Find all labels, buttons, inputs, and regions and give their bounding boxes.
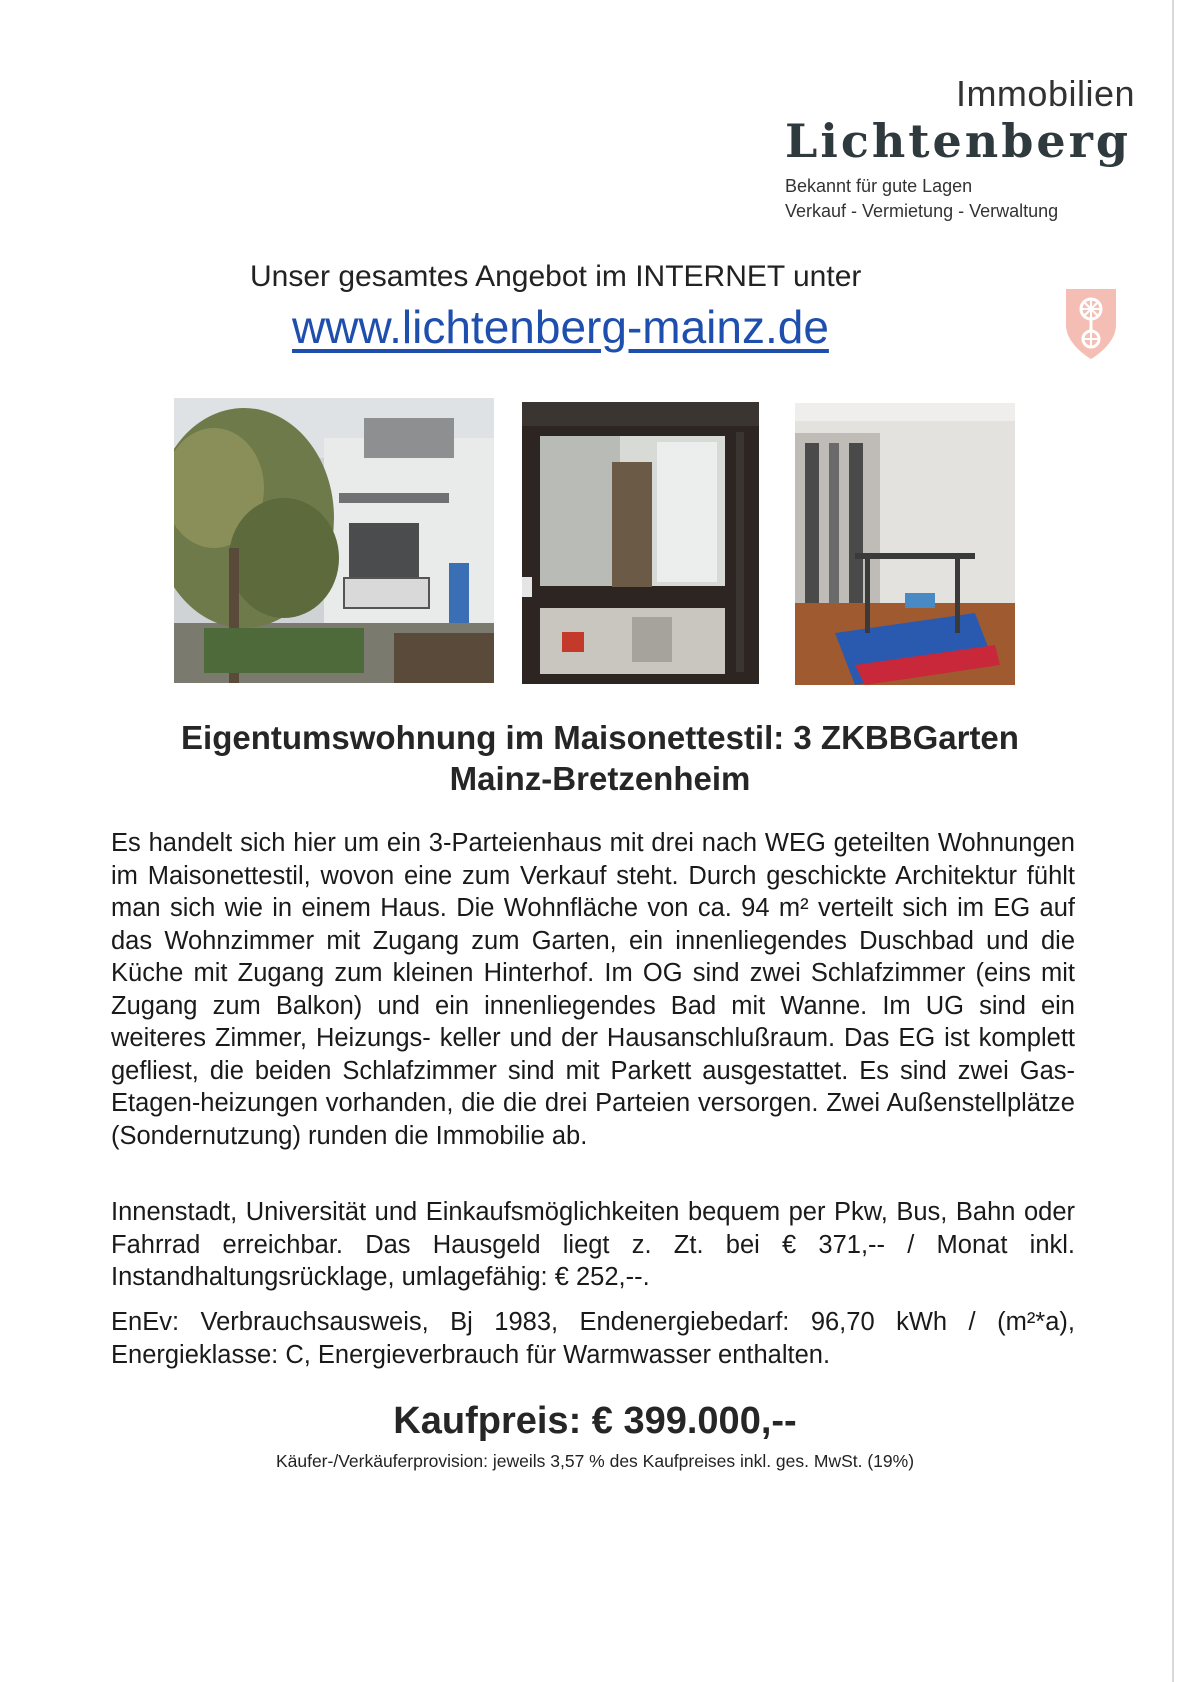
commission-note: Käufer-/Verkäuferprovision: jeweils 3,57 % des Kaufpreises inkl. ges. MwSt. (19%) [275,1451,915,1471]
brand-tagline: Bekannt für gute Lagen [785,176,973,196]
listing-title [120,718,1080,800]
location-paragraph: Innenstadt, Universität und Einkaufsmöglichkeiten bequem per Pkw, Bus, Bahn oder Fahrrad erreichbar. Das Hausgeld liegt z. Zt. bei € 371,-- / Monat inkl. Instandhaltungsrücklage, umlagefähig: € 252,--. [111,1198,1075,1291]
house-exterior-photo [174,398,494,683]
purchase-price: Kaufpreis: € 399.000,-- [393,1400,797,1442]
brand-services: Verkauf - Vermietung - Verwaltung [785,201,1059,222]
listing-title-line1: Eigentumswohnung im Maisonettestil: 3 ZKBBGarten [181,719,1019,756]
brand-tagline-block [785,174,1135,224]
internet-intro-text: Unser gesamtes Angebot im INTERNET unter [250,260,862,293]
description-paragraph: Es handelt sich hier um ein 3-Parteienhaus mit drei nach WEG geteilten Wohnungen im Maisonettestil, wovon eine zum Verkauf steht. Durch geschickte Architektur fühlt man sich wie in einem Haus. Die Wohnfläche von ca. 94 m² verteilt sich im EG auf das Wohnzimmer mit Zugang zum Garten, ein innenliegendes Duschbad und die Küche mit Zugang zum kleinen Hinterhof. Im OG sind zwei Schlafzimmer (eins mit Zugang zum Balkon) und ein innenliegendes Bad mit Wanne. Im UG sind ein weiteres Zimmer, Heizungs- keller und der Hausanschlußraum. Das EG ist komplett gefliest, die beiden Schlafzimmer sind mit Parkett ausgestattet. Es sind zwei Gas-Etagen-heizungen vorhanden, die die drei Parteien versorgen. Zwei Außenstellplätze (Sondernutzung) runden die Immobilie ab. [111,829,1075,1150]
brand-name: Lichtenberg [785,114,1132,168]
brand-logo [785,73,1135,224]
brand-top-text: Immobilien [955,73,1135,114]
website-link[interactable]: www.lichtenberg-mainz.de [292,301,829,353]
listing-title-line2: Mainz-Bretzenheim [449,759,751,797]
patio-door-photo [522,402,759,684]
mainz-wheel-crest-icon [1060,283,1122,363]
energy-paragraph: EnEv: Verbrauchsausweis, Bj 1983, Endenergiebedarf: 96,70 kWh / (m²*a), Energieklasse: C, Energieverbrauch für Warmwasser enthalten. [111,1308,1075,1369]
bedroom-photo [795,403,1015,685]
